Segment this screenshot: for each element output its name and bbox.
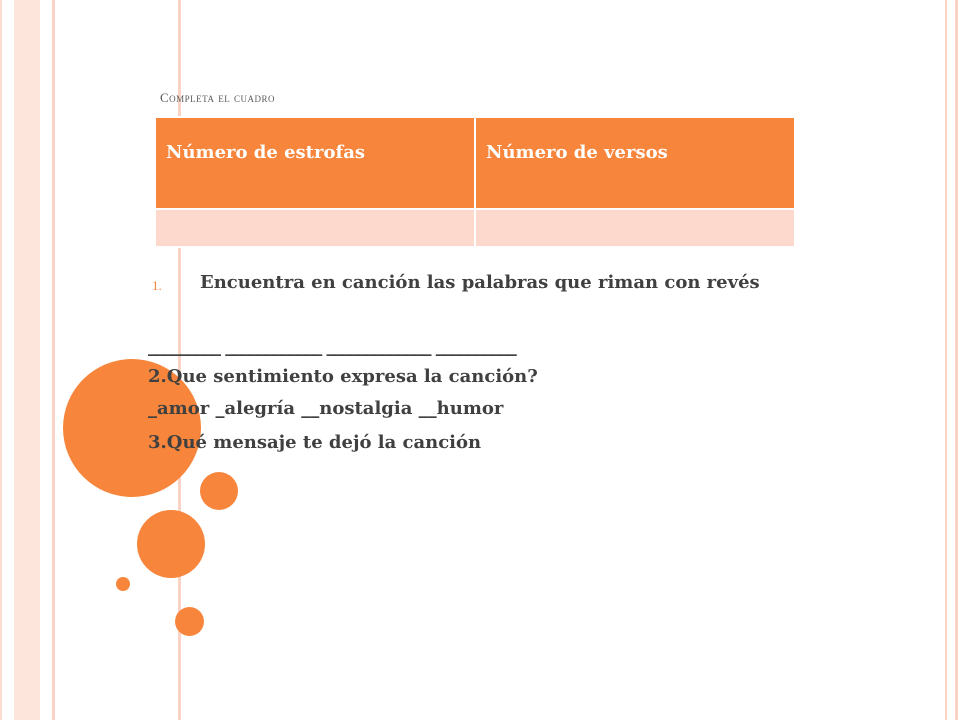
table-cell-estrofas (155, 209, 475, 247)
question-2-options: _amor _alegría __nostalgia __humor (148, 398, 504, 419)
question-1-text: Encuentra en canción las palabras que riman con revés (200, 272, 760, 293)
table-cell-versos (475, 209, 795, 247)
decor-circle-medium-2 (137, 510, 205, 578)
decor-stripe-5 (945, 0, 947, 720)
table-header-row (155, 117, 795, 209)
decor-circle-medium (200, 472, 238, 510)
decor-circle-small-2 (175, 607, 204, 636)
data-table (154, 116, 796, 248)
question-2: 2.Que sentimiento expresa la canción? (148, 366, 538, 387)
decor-stripe-3 (52, 0, 55, 720)
header-numero-de-versos: Número de versos (475, 117, 795, 209)
decor-circle-small (116, 577, 130, 591)
decor-stripe-2 (14, 0, 40, 720)
slide-title: Completa el cuadro (160, 90, 275, 105)
question-1-number: 1. (152, 278, 162, 293)
decor-stripe-1 (0, 0, 2, 720)
table-row (155, 209, 795, 247)
header-numero-de-estrofas: Número de estrofas (155, 117, 475, 209)
answer-blanks: _________ ____________ _____________ __________ (148, 336, 516, 357)
decor-stripe-6 (955, 0, 958, 720)
question-3: 3.Qué mensaje te dejó la canción (148, 432, 482, 453)
